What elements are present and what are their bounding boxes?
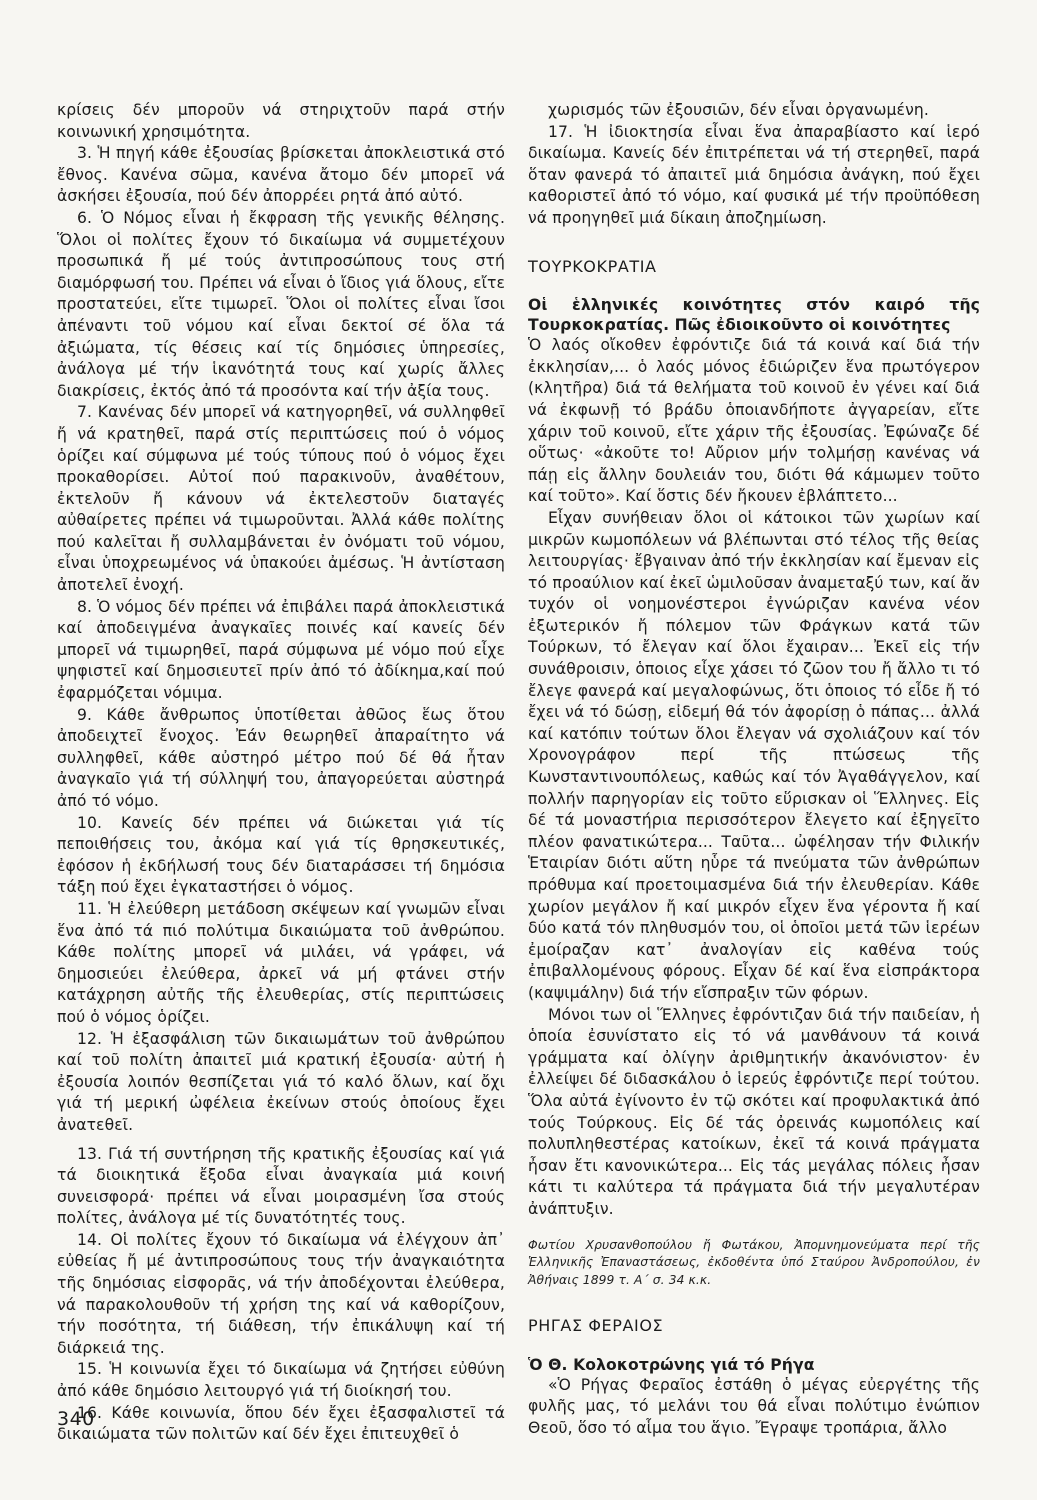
page-number: 340 <box>57 1408 95 1430</box>
paragraph: 12. Ἡ ἐξασφάλιση τῶν δικαιωμάτων τοῦ ἀνθρώπου καί τοῦ πολίτη ἀπαιτεῖ μιά κρατική ἐξουσία· αὐτή ἡ ἐξουσία λοιπόν θεσπίζεται γιά τό καλό ὅλων, καί ὄχι γιά τή μερική ὠφέλεια ἐκείνων στούς ὁποίους ἔχει ἀνατεθεῖ. <box>57 1029 505 1134</box>
paragraph: 7. Κανένας δέν μπορεῖ νά κατηγορηθεῖ, νά συλληφθεῖ ἤ νά κρατηθεῖ, παρά στίς περιπτώσεις πού ὁ νόμος ὁρίζει καί σύμφωνα μέ τούς τύπους πού ὁ νόμος ἔχει προκαθορίσει. Αὐτοί πού παρακινοῦν, ἀναθέτουν, ἐκτελοῦν ἤ κάνουν νά ἐκτελεστοῦν διαταγές αὐθαίρετες πρέπει νά τιμωροῦνται. Ἀλλά κάθε πολίτης πού καλεῖται ἤ συλλαμβάνεται ἐν ὀνόματι τοῦ νόμου, εἶναι ὑποχρεωμένος νά ὑπακούει ἀμέσως. Ἡ ἀντίσταση ἀποτελεῖ ἐνοχή. <box>57 403 505 595</box>
right-column <box>528 100 980 1439</box>
paragraph: 6. Ὁ Νόμος εἶναι ἡ ἔκφραση τῆς γενικῆς θέλησης. Ὅλοι οἱ πολίτες ἔχουν τό δικαίωμα νά συμμετέχουν προσωπικά ἤ μέ τούς ἀντιπροσώπους τους στή διαμόρφωσή του. Πρέπει νά εἶναι ὁ ἴδιος γιά ὅλους, εἴτε προστατεύει, εἴτε τιμωρεῖ. Ὅλοι οἱ πολίτες εἶναι ἴσοι ἀπέναντι τοῦ νόμου καί εἶναι δεκτοί σέ ὅλα τά ἀξιώματα, τίς θέσεις καί τίς δημόσιες ὑπηρεσίες, ἀνάλογα μέ τήν ἱκανότητά τους καί χωρίς ἄλλες διακρίσεις, ἐκτός ἀπό τά προσόντα καί τήν ἀξία τους. <box>57 208 505 400</box>
paragraph: 15. Ἡ κοινωνία ἔχει τό δικαίωμα νά ζητήσει εὐθύνη ἀπό κάθε δημόσιο λειτουργό γιά τή διοίκησή του. <box>57 1360 505 1401</box>
paragraph: Μόνοι των οἱ Ἕλληνες ἐφρόντιζαν διά τήν παιδείαν, ἡ ὁποία ἐσυνίστατο εἰς τό νά μανθάνουν τά κοινά γράμματα καί ὀλίγην ἀριθμητικήν ἀκανόνιστον· ἐν ἐλλείψει δέ διδασκάλου ὁ ἱερεύς ἐφρόντιζε περί τούτου. Ὅλα αὐτά ἐγίνοντο ἐν τῷ σκότει καί προφυλακτικά ἀπό τούς Τούρκους. Εἰς δέ τάς ὀρεινάς κωμοπόλεις καί πολυπληθεστέρας κατοίκων, ἐκεῖ τά κοινά πράγματα ἦσαν ἔτι κανονικώτερα... Εἰς τάς μεγάλας πόλεις ἦσαν κάτι τι καλύτερα τά πράγματα διά τήν μεγαλυτέραν ἀνάπτυξιν. <box>528 1005 980 1218</box>
paragraph: 8. Ὁ νόμος δέν πρέπει νά ἐπιβάλει παρά ἀποκλειστικά καί ἀποδειγμένα ἀναγκαῖες ποινές καί κανείς δέν μπορεῖ νά τιμωρηθεῖ, παρά σύμφωνα μέ νόμο πού εἶχε ψηφιστεῖ καί δημοσιευτεῖ πρίν ἀπό τό ἀδίκημα,καί πού ἐφαρμόζεται νόμιμα. <box>57 597 505 703</box>
paragraph: 11. Ἡ ἐλεύθερη μετάδοση σκέψεων καί γνωμῶν εἶναι ἕνα ἀπό τά πιό πολύτιμα δικαιώματα τοῦ ἀνθρώπου. Κάθε πολίτης μπορεῖ νά μιλάει, νά γράφει, νά δημοσιεύει ἐλεύθερα, ἀρκεῖ νά μή φτάνει στήν κατάχρηση αὐτῆς τῆς ἐλευθερίας, στίς περιπτώσεις πού ὁ νόμος ὁρίζει. <box>57 899 505 1026</box>
section-title: ΤΟΥΡΚΟΚΡΑΤΙΑ <box>528 256 657 276</box>
paragraph: Εἶχαν συνήθειαν ὅλοι οἱ κάτοικοι τῶν χωρίων καί μικρῶν κωμοπόλεων νά βλέπωνται στό τέλος τῆς θείας λειτουργίας· ἔβγαιναν ἀπό τήν ἐκκλησίαν καί ἔμεναν εἰς τό προαύλιον καί ἐκεῖ ὡμιλοῦσαν ἀναμεταξύ των, καί ἄν τυχόν οἱ νοημονέστεροι ἐγνώριζαν κανένα νέον ἐξωτερικόν ἤ πόλεμον τῶν Φράγκων κατά τῶν Τούρκων, τό ἔλεγαν καί ὅλοι ἔχαιραν... Ἐκεῖ εἰς τήν συνάθροισιν, ὁποιος εἶχε χάσει τό ζῶον του ἤ ἄλλο τι τό ἔλεγε φανερά καί μεγαλοφώνως, ὅτι ὁποιος τό εἶδε ἤ τό ἔχει νά τό δώσῃ, εἰδεμή θά τόν ἀφορίσῃ ὁ πάπας... ἀλλά καί κατόπιν τούτων ὅλοι ἔλεγαν νά σχολιάζουν καί τόν Χρονογράφον περί τῆς πτώσεως τῆς Κωνσταντινουπόλεως, καθώς καί τόν Ἀγαθάγγελον, καί πολλήν παρηγορίαν εἰς τοῦτο εὕρισκαν οἱ Ἕλληνες. Εἰς δέ τά μοναστήρια περισσότερον ἔλεγετο καί ἐξηγεῖτο πλέον φανατικώτερα... Ταῦτα... ὠφέλησαν τήν Φιλικήν Ἑταιρίαν διότι αὕτη ηὗρε τά πνεύματα τῶν ἀνθρώπων πρόθυμα καί προετοιμασμένα διά τήν ἐλευθερίαν. Κάθε χωρίον μεγάλον ἤ καί μικρόν εἶχεν ἕνα γέροντα ἤ καί δύο κατά τόν πληθυσμόν του, οἱ ὁποῖοι μετά τῶν ἱερέων ἐμοίραζαν κατ᾽ ἀναλογίαν εἰς καθένα τούς ἐπιβαλλομένους φόρους. Εἶχαν δέ καί ἕνα εἰσπράκτορα (καψιμάλην) διά τήν εἴσπραξιν τῶν φόρων. <box>528 508 980 1002</box>
paragraph: 9. Κάθε ἄνθρωπος ὑποτίθεται ἀθῶος ἕως ὅτου ἀποδειχτεῖ ἔνοχος. Ἐάν θεωρηθεῖ ἀπαραίτητο νά συλληφθεῖ, κάθε αὐστηρό μέτρο πού δέ θά ἦταν ἀναγκαῖο γιά τή σύλληψή του, ἀπαγορεύεται αὐστηρά ἀπό τό νόμο. <box>57 705 505 810</box>
paragraph: 13. Γιά τή συντήρηση τῆς κρατικῆς ἐξουσίας καί γιά τά διοικητικά ἔξοδα εἶναι ἀναγκαία μιά κοινή συνεισφορά· πρέπει νά εἶναι μοιρασμένη ἴσα στούς πολίτες, ἀνάλογα μέ τίς δυνατότητές τους. <box>57 1144 505 1228</box>
citation: Φωτίου Χρυσανθοπούλου ἤ Φωτάκου, Ἀπομνημονεύματα περί τῆς Ἑλληνικῆς Ἐπαναστάσεως, ἐκδοθέντα ὑπό Σταύρου Ἀνδροπούλου, ἐν Ἀθήναις 1899 τ. Α΄ σ. 34 κ.κ. <box>528 1237 980 1287</box>
paragraph: κρίσεις δέν μποροῦν νά στηριχτοῦν παρά στήν κοινωνική χρησιμότητα. <box>57 101 505 141</box>
paragraph: χωρισμός τῶν ἐξουσιῶν, δέν εἶναι ὀργανωμένη. <box>548 101 929 119</box>
paragraph: 3. Ἡ πηγή κάθε ἐξουσίας βρίσκεται ἀποκλειστικά στό ἔθνος. Κανένα σῶμα, κανένα ἄτομο δέν μπορεῖ νά ἀσκήσει ἐξουσία, πού δέν ἀπορρέει ρητά ἀπό αὐτό. <box>57 144 505 206</box>
section-subhead: Οἱ ἑλληνικές κοινότητες στόν καιρό τῆς Τουρκοκρατίας. Πῶς ἐδιοικοῦντο οἱ κοινότητες <box>528 296 980 335</box>
paragraph: «Ὁ Ρήγας Φεραῖος ἐστάθη ὁ μέγας εὐεργέτης τῆς φυλῆς μας, τό μελάνι του θά εἶναι πολύτιμο ἐνώπιον Θεοῦ, ὅσο τό αἷμα του ἅγιο. Ἔγραψε τροπάρια, ἄλλο <box>528 1375 980 1437</box>
paragraph: 10. Κανείς δέν πρέπει νά διώκεται γιά τίς πεποιθήσεις του, ἀκόμα καί γιά τίς θρησκευτικές, ἐφόσον ἡ ἐκδήλωσή τους δέν διαταράσσει τή δημόσια τάξη πού ἔχει ἐγκαταστήσει ὁ νόμος. <box>57 813 505 897</box>
paragraph: 14. Οἱ πολίτες ἔχουν τό δικαίωμα νά ἐλέγχουν ἀπ᾽ εὐθείας ἤ μέ ἀντιπροσώπους τους τήν ἀναγκαιότητα τῆς δημόσιας εἰσφορᾶς, νά τήν ἀποδέχονται ἐλεύθερα, νά παρακολουθοῦν τή χρήση της καί νά καθορίζουν, τήν ποσότητα, τή διάθεση, τήν ἐπικάλυψη καί τή διάρκειά της. <box>57 1230 505 1357</box>
section-subhead: Ὁ Θ. Κολοκοτρώνης γιά τό Ρήγα <box>528 1355 815 1374</box>
paragraph: 16. Κάθε κοινωνία, ὅπου δέν ἔχει ἐξασφαλιστεῖ τά δικαιώματα τῶν πολιτῶν καί δέν ἔχει ἐπιτευχθεῖ ὁ <box>57 1403 505 1444</box>
paragraph: 17. Ἡ ἰδιοκτησία εἶναι ἕνα ἀπαραβίαστο καί ἱερό δικαίωμα. Κανείς δέν ἐπιτρέπεται νά τή στερηθεῖ, παρά ὅταν φανερά τό ἀπαιτεῖ μιά δημόσια ἀνάγκη, πού ἔχει καθοριστεῖ ἀπό τό νόμο, καί φυσικά μέ τήν προϋπόθεση νά προηγηθεῖ μιά δίκαιη ἀποζημίωση. <box>528 122 980 227</box>
left-column <box>57 100 505 1446</box>
section-title: ΡΗΓΑΣ ΦΕΡΑΙΟΣ <box>528 1316 664 1335</box>
paragraph: Ὁ λαός οἴκοθεν ἐφρόντιζε διά τά κοινά καί διά τήν ἐκκλησίαν,... ὁ λαός μόνος ἐδιώριζεν ἕνα πρωτόγερον (κλητῆρα) διά τά θελήματα τοῦ κοινοῦ ἐν γένει καί διά νά ἐκφωνῇ τό βράδυ ὁποιανδήποτε ἀγγαρείαν, εἴτε χάριν τοῦ κοινοῦ, εἴτε χάριν τῆς ἐξουσίας. Ἐφώναζε δέ οὕτως· «ἀκοῦτε το! Αὔριον μήν τολμήσῃ κανένας νά πάῃ εἰς ἄλλην δουλειάν του, διότι θά κάμωμεν τοῦτο καί τοῦτο». Καί ὅστις δέν ἤκουεν ἐβλάπτετο... <box>528 336 980 506</box>
